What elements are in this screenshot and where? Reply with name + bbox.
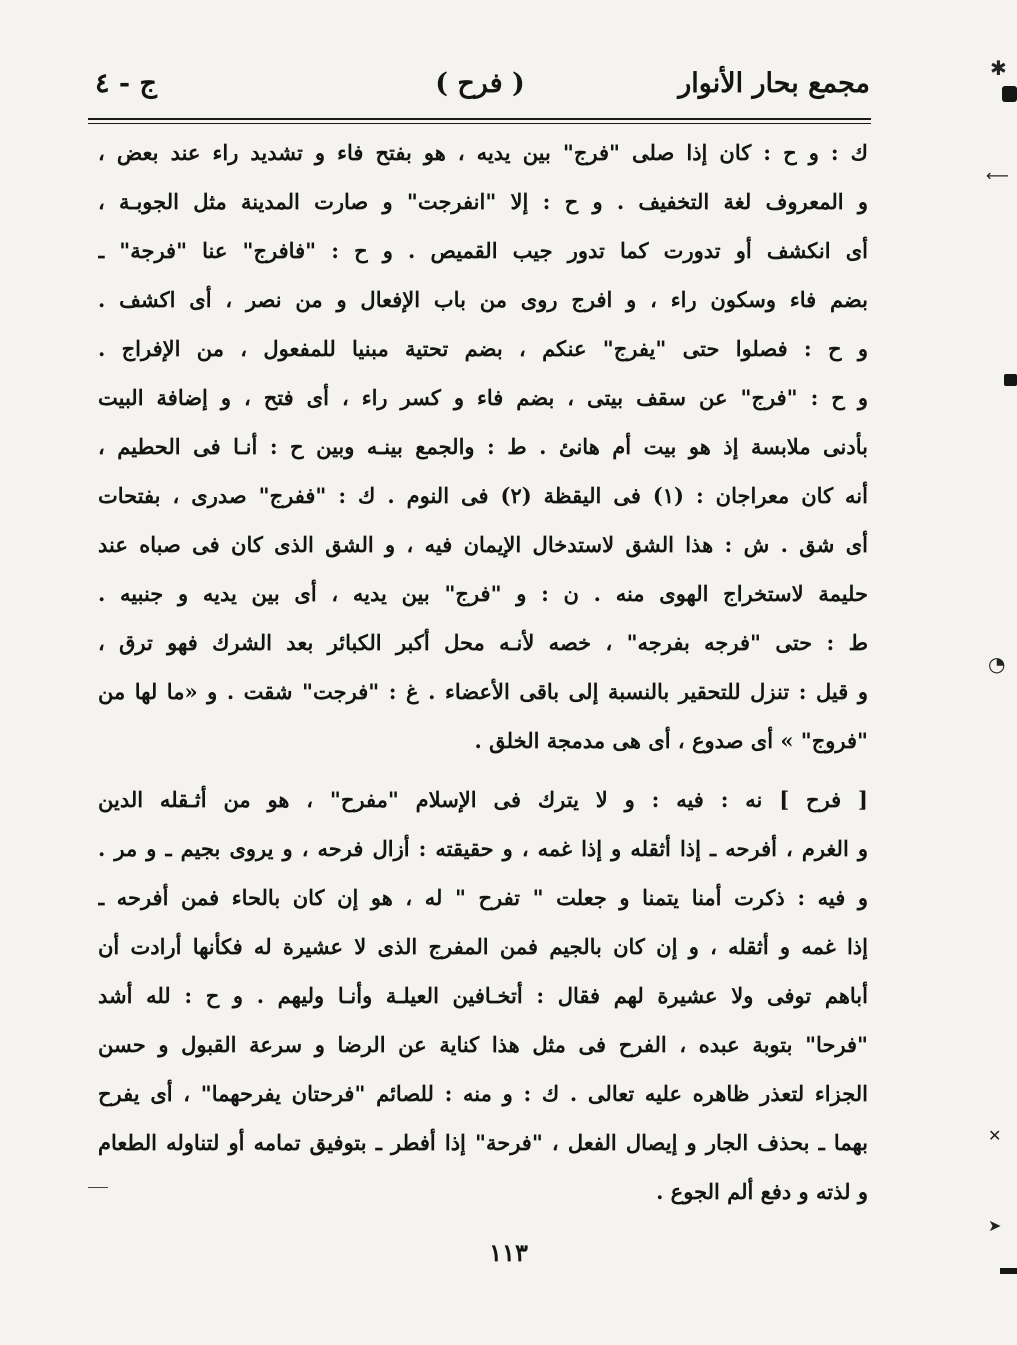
text-line: بأدنى ملابسة إذ هو بيت أم هانئ . ط : والجمع بينـه وبين ح : أنـا فى الحطيم ، xyxy=(98,434,868,459)
text-line: و الغرم ، أفرحه ـ إذا أثقله و إذا غمه ، و حقيقته : أزال فرحه ، و يروى بجيم ـ و مر . xyxy=(98,836,868,861)
running-header xyxy=(90,62,870,110)
scan-mark xyxy=(1000,1268,1017,1274)
body-text xyxy=(98,128,868,1216)
volume-label: ج - ٤ xyxy=(95,68,157,99)
book-title: مجمع بحار الأنوار xyxy=(678,68,870,99)
margin-rule xyxy=(88,1187,108,1188)
text-line: "فرحا" بتوبة عبده ، الفرح فى مثل هذا كناية عن الرضا و سرعة القبول و حسن xyxy=(98,1032,868,1057)
header-rule-thin xyxy=(88,123,871,124)
text-line: إذا غمه و أثقله ، و إن كان بالجيم فمن المفرج الذى لا عشيرة له فكأنها أرادت أن xyxy=(98,934,868,959)
text-line: ك : و ح : كان إذا صلى "فرج" بين يديه ، هو بفتح فاء و تشديد راء عند بعض ، xyxy=(98,140,868,165)
text-line: "فروج" » أى صدوع ، أى هى مدمجة الخلق . xyxy=(474,728,868,753)
scan-mark xyxy=(1002,86,1017,102)
text-line: أباهم توفى ولا عشيرة لهم فقال : أتخـافين العيلـة وأنـا وليهم . و ح : لله أشد xyxy=(98,983,868,1008)
text-line: الجزاء لتعذر ظاهره عليه تعالى . ك : و منه : للصائم "فرحتان يفرحهما" ، أى يفرح xyxy=(98,1081,868,1106)
text-line: و قيل : تنزل للتحقير بالنسبة إلى باقى الأعضاء . غ : "فرجت" شقت . و «ما لها من xyxy=(98,679,868,704)
text-line: و لذته و دفع ألم الجوع . xyxy=(656,1179,868,1204)
scan-mark: ◔ xyxy=(988,652,1006,676)
page-number: ١١٣ xyxy=(489,1238,528,1267)
header-rule-thick xyxy=(88,118,871,120)
scan-mark: ➤ xyxy=(988,1216,1002,1235)
text-line: و المعروف لغة التخفيف . و ح : إلا "انفرجت" و صارت المدينة مثل الجوبـة ، xyxy=(98,189,868,214)
text-line: بهما ـ بحذف الجار و إيصال الفعل ، "فرحة" إذا أفطر ـ بتوفيق تمامه أو لتناوله الطعام xyxy=(98,1130,868,1155)
text-line: أى شق . ش : هذا الشق لاستدخال الإيمان فيه ، و الشق الذى كان فى صباه عند xyxy=(98,532,868,557)
scan-mark: ✱ xyxy=(990,56,1007,80)
text-line: حليمة لاستخراج الهوى منه . ن : و "فرج" بين يديه ، أى بين يديه و جنبيه . xyxy=(98,581,868,606)
text-line: و ح : فصلوا حتى "يفرج" عنكم ، بضم تحتية مبنيا للمفعول ، من الإفراج . xyxy=(98,336,868,361)
text-line: أى انكشف أو تدورت كما تدور جيب القميص . و ح : "فافرج" عنا "فرجة" ـ xyxy=(98,238,868,263)
text-line: و ح : "فرج" عن سقف بيتى ، بضم فاء و كسر راء ، أى فتح ، و إضافة البيت xyxy=(98,385,868,410)
entry-heading: ( فرح ) xyxy=(435,68,525,99)
text-line: بضم فاء وسكون راء ، و افرج روى من باب الإفعال و من نصر ، أى اكشف . xyxy=(98,287,868,312)
text-line: ط : حتى "فرجه بفرجه" ، خصه لأنـه محل أكبر الكبائر بعد الشرك فهو ترق ، xyxy=(98,630,868,655)
scan-mark: ✕ xyxy=(988,1126,1002,1145)
text-line: أنه كان معراجان : (١) فى اليقظة (٢) فى النوم . ك : "ففرج" صدرى ، بفتحات xyxy=(98,483,868,508)
text-line: [ فرح ] نه : فيه : و لا يترك فى الإسلام "مفرح" ، هو من أثـقله الدين xyxy=(98,787,868,812)
scan-mark: ⟵ xyxy=(986,166,1009,185)
scan-mark xyxy=(1004,374,1017,386)
text-line: و فيه : ذكرت أمنا يتمنا و جعلت " تفرح " له ، هو إن كان بالحاء فمن أفرحه ـ xyxy=(98,885,868,910)
